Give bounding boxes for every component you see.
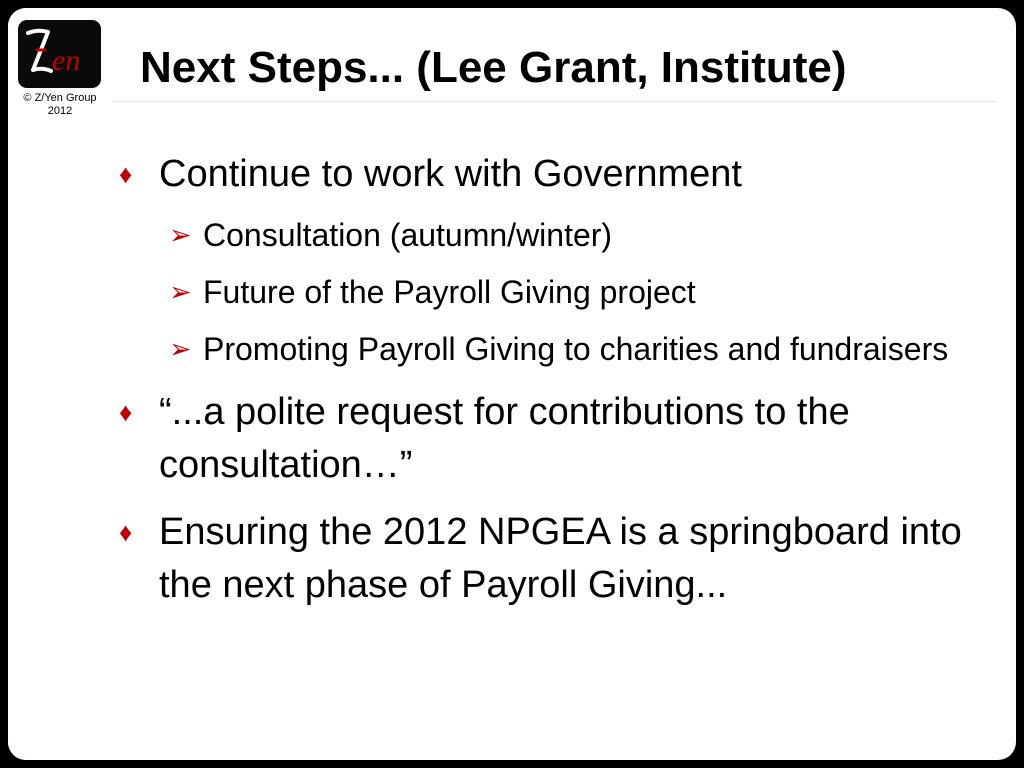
bullet-item-npgea bbox=[115, 506, 995, 612]
arrowhead-bullet-icon: ➢ bbox=[169, 334, 192, 364]
sub-bullet-promoting bbox=[115, 326, 995, 372]
diamond-bullet-icon: ♦ bbox=[119, 397, 133, 427]
logo-graphic bbox=[18, 20, 101, 88]
bullet-text: Ensuring the 2012 NPGEA is a springboard into the next phase of Payroll Giving... bbox=[159, 511, 962, 606]
copyright-notice bbox=[10, 92, 110, 118]
bullet-text: Continue to work with Government bbox=[159, 153, 742, 195]
bullet-item-polite-request bbox=[115, 386, 995, 492]
copyright-line-2: 2012 bbox=[47, 105, 73, 117]
arrowhead-bullet-icon: ➢ bbox=[169, 277, 192, 307]
sub-bullet-consultation bbox=[115, 212, 995, 258]
diamond-bullet-icon: ♦ bbox=[119, 517, 133, 547]
bullet-item-government bbox=[115, 148, 995, 201]
slide-title: Next Steps... (Lee Grant, Institute) bbox=[140, 43, 847, 92]
bullet-text: “...a polite request for contributions to the consultation…” bbox=[159, 391, 850, 486]
diamond-bullet-icon: ♦ bbox=[119, 159, 133, 189]
sub-bullet-text: Future of the Payroll Giving project bbox=[203, 274, 696, 310]
sub-bullet-text: Consultation (autumn/winter) bbox=[203, 217, 613, 253]
sub-bullet-future-project bbox=[115, 269, 995, 315]
logo-wordmark: en bbox=[52, 44, 81, 77]
title-divider bbox=[112, 101, 996, 102]
bullet-list bbox=[115, 148, 995, 612]
sidebar bbox=[8, 8, 110, 760]
copyright-line-1: © Z/Yen Group bbox=[23, 92, 97, 104]
sub-bullet-text: Promoting Payroll Giving to charities and fundraisers bbox=[203, 331, 949, 367]
zyen-logo-icon bbox=[18, 20, 101, 88]
arrowhead-bullet-icon: ➢ bbox=[169, 220, 192, 250]
